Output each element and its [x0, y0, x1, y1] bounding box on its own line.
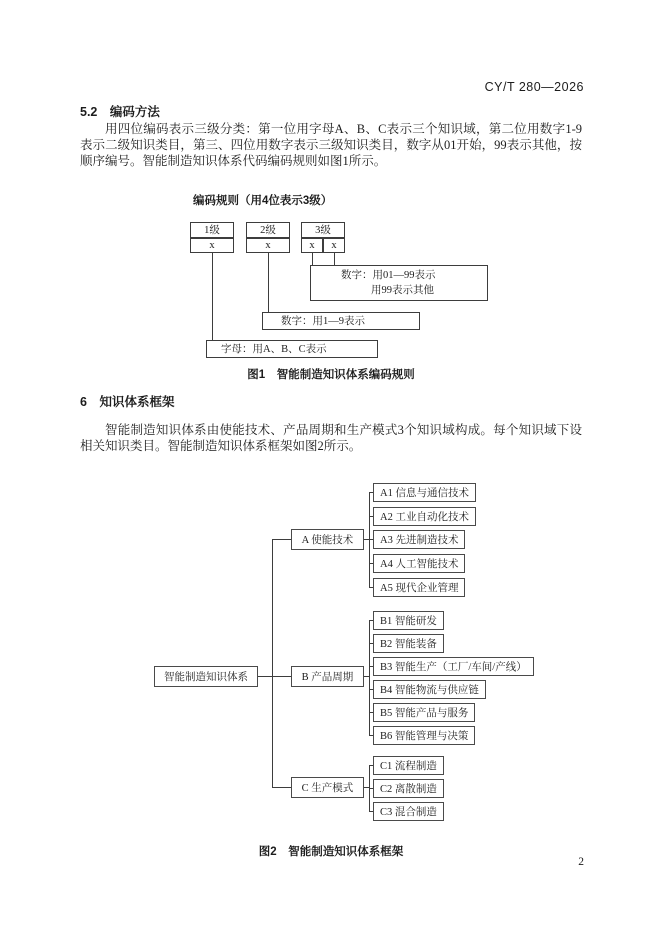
tree-leaf: A4 人工智能技术: [373, 554, 465, 573]
digit-box-level3-a: x: [301, 238, 323, 253]
level-1-box: 1级: [190, 222, 234, 238]
section-5-2-heading: 5.2 编码方法: [80, 105, 160, 119]
level-3-box: 3级: [301, 222, 345, 238]
connector-line: [369, 492, 370, 588]
tree-branch-production-mode: C 生产模式: [291, 777, 364, 798]
annotation-letters-abc: 字母：用A、B、C表示: [206, 340, 378, 358]
tree-leaf: C1 流程制造: [373, 756, 444, 775]
tree-leaf: B3 智能生产（工厂/车间/产线）: [373, 657, 534, 676]
connector-line: [369, 620, 370, 736]
digit-box-level1: x: [190, 238, 234, 253]
connector-line: [268, 253, 269, 312]
page-number: 2: [578, 856, 584, 868]
tree-leaf: A3 先进制造技术: [373, 530, 465, 549]
annotation-line: 数字：用01—99表示: [341, 270, 436, 281]
figure1-caption: 图1 智能制造知识体系编码规则: [247, 369, 415, 381]
figure2-caption: 图2 智能制造知识体系框架: [258, 846, 404, 858]
section-6-heading: 6 知识体系框架: [80, 395, 175, 409]
tree-leaf: B2 智能装备: [373, 634, 444, 653]
figure1-title: 编码规则（用4位表示3级）: [193, 195, 333, 207]
level-2-box: 2级: [246, 222, 290, 238]
tree-leaf: B1 智能研发: [373, 611, 444, 630]
tree-leaf: B4 智能物流与供应链: [373, 680, 486, 699]
doc-number: CY/T 280—2026: [484, 80, 584, 94]
tree-branch-enabling-tech: A 使能技术: [291, 529, 364, 550]
connector-line: [272, 787, 291, 788]
connector-line: [334, 253, 335, 265]
tree-leaf: A2 工业自动化技术: [373, 507, 476, 526]
connector-line: [272, 676, 291, 677]
connector-line: [272, 539, 273, 788]
connector-line: [312, 253, 313, 265]
tree-leaf: C3 混合制造: [373, 802, 444, 821]
connector-line: [258, 676, 273, 677]
tree-root-node: 智能制造知识体系: [154, 666, 258, 687]
section-6-paragraph: 智能制造知识体系由使能技术、产品周期和生产模式3个知识域构成。每个知识域下设相关知识类目。智能制造知识体系框架如图2所示。: [80, 423, 582, 453]
tree-leaf: A5 现代企业管理: [373, 578, 465, 597]
connector-line: [212, 253, 213, 340]
tree-leaf: B6 智能管理与决策: [373, 726, 475, 745]
section-5-2-paragraph: 用四位编码表示三级分类：第一位用字母A、B、C表示三个知识域，第二位用数字1-9表示二级知识类目，第三、四位用数字表示三级知识类目，数字从01开始，99表示其他，按顺序编号。智能制造知识体系代码编码规则如图1所示。: [80, 122, 582, 168]
tree-leaf: C2 离散制造: [373, 779, 444, 798]
annotation-line: 用99表示其他: [371, 285, 434, 296]
annotation-digits-1-9: 数字：用1—9表示: [262, 312, 420, 330]
digit-box-level3-b: x: [323, 238, 345, 253]
tree-branch-product-cycle: B 产品周期: [291, 666, 364, 687]
tree-leaf: A1 信息与通信技术: [373, 483, 476, 502]
digit-box-level2: x: [246, 238, 290, 253]
annotation-digits-01-99: [310, 265, 488, 301]
connector-line: [272, 539, 291, 540]
tree-leaf: B5 智能产品与服务: [373, 703, 475, 722]
